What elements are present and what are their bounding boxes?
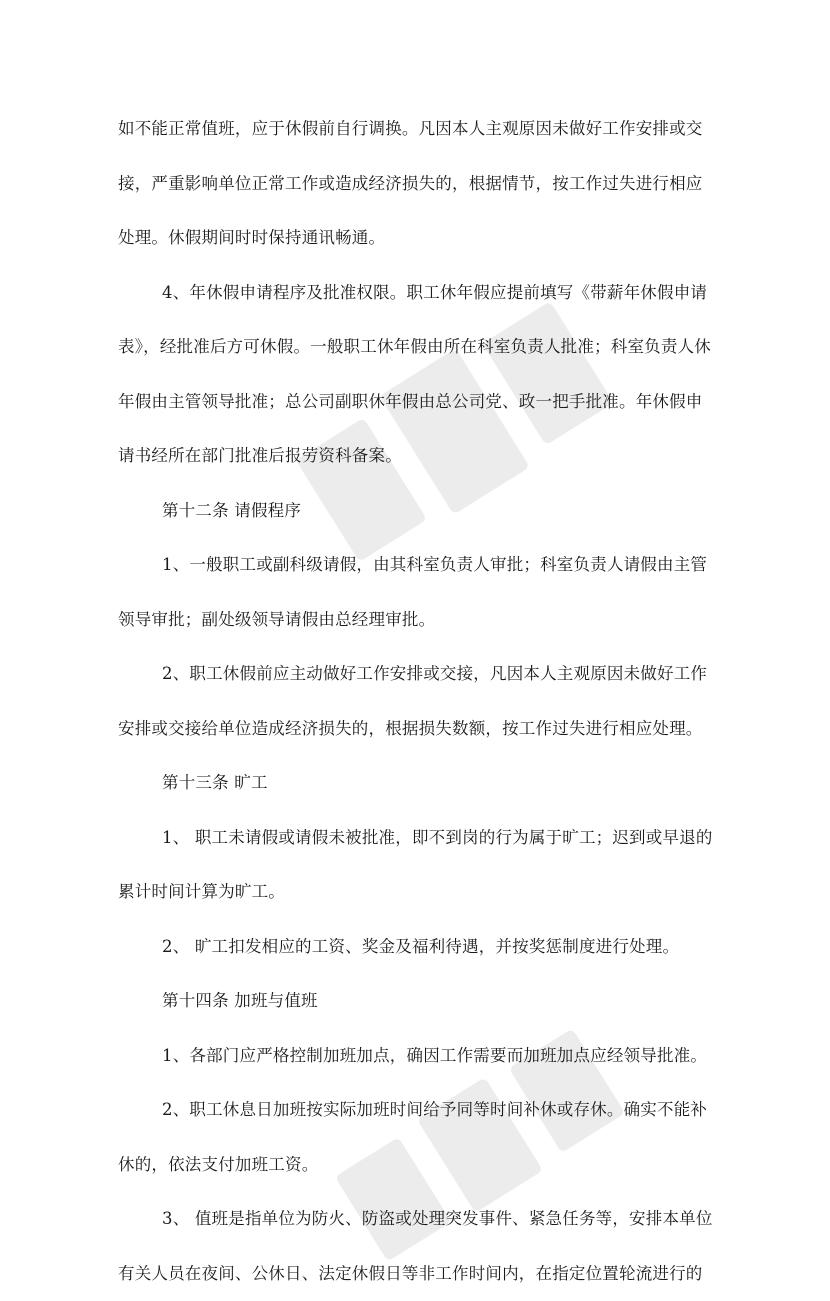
- text-line: 安排或交接给单位造成经济损失的，根据损失数额，按工作过失进行相应处理。: [118, 702, 714, 757]
- document-body: [118, 102, 714, 1301]
- text-line: 年假由主管领导批准；总公司副职休年假由总公司党、政一把手批准。年休假申: [118, 375, 714, 430]
- text-line: 处理。休假期间时时保持通讯畅通。: [118, 211, 714, 266]
- text-line: 领导审批；副处级领导请假由总经理审批。: [118, 593, 714, 648]
- text-line: 表》，经批准后方可休假。一般职工休年假由所在科室负责人批准；科室负责人休: [118, 320, 714, 375]
- text-line: 请书经所在部门批准后报劳资科备案。: [118, 429, 714, 484]
- section-heading: 第十二条 请假程序: [118, 484, 714, 539]
- text-line: 休的，依法支付加班工资。: [118, 1138, 714, 1193]
- text-line: 2、职工休假前应主动做好工作安排或交接，凡因本人主观原因未做好工作: [118, 647, 714, 702]
- text-line: 如不能正常值班，应于休假前自行调换。凡因本人主观原因未做好工作安排或交: [118, 102, 714, 157]
- section-heading: 第十四条 加班与值班: [118, 974, 714, 1029]
- text-line: 3、 值班是指单位为防火、防盗或处理突发事件、紧急任务等，安排本单位: [118, 1192, 714, 1247]
- text-line: 4、年休假申请程序及批准权限。职工休年假应提前填写《带薪年休假申请: [118, 266, 714, 321]
- text-line: 1、一般职工或副科级请假，由其科室负责人审批；科室负责人请假由主管: [118, 538, 714, 593]
- text-line: 1、各部门应严格控制加班加点，确因工作需要而加班加点应经领导批准。: [118, 1029, 714, 1084]
- section-heading: 第十三条 旷工: [118, 756, 714, 811]
- text-line: 2、 旷工扣发相应的工资、奖金及福利待遇，并按奖惩制度进行处理。: [118, 920, 714, 975]
- text-line: 1、 职工未请假或请假未被批准，即不到岗的行为属于旷工；迟到或早退的: [118, 811, 714, 866]
- text-line: 2、职工休息日加班按实际加班时间给予同等时间补休或存休。确实不能补: [118, 1083, 714, 1138]
- text-line: 累计时间计算为旷工。: [118, 865, 714, 920]
- text-line: 有关人员在夜间、公休日、法定休假日等非工作时间内，在指定位置轮流进行的: [118, 1247, 714, 1301]
- text-line: 接，严重影响单位正常工作或造成经济损失的，根据情节，按工作过失进行相应: [118, 157, 714, 212]
